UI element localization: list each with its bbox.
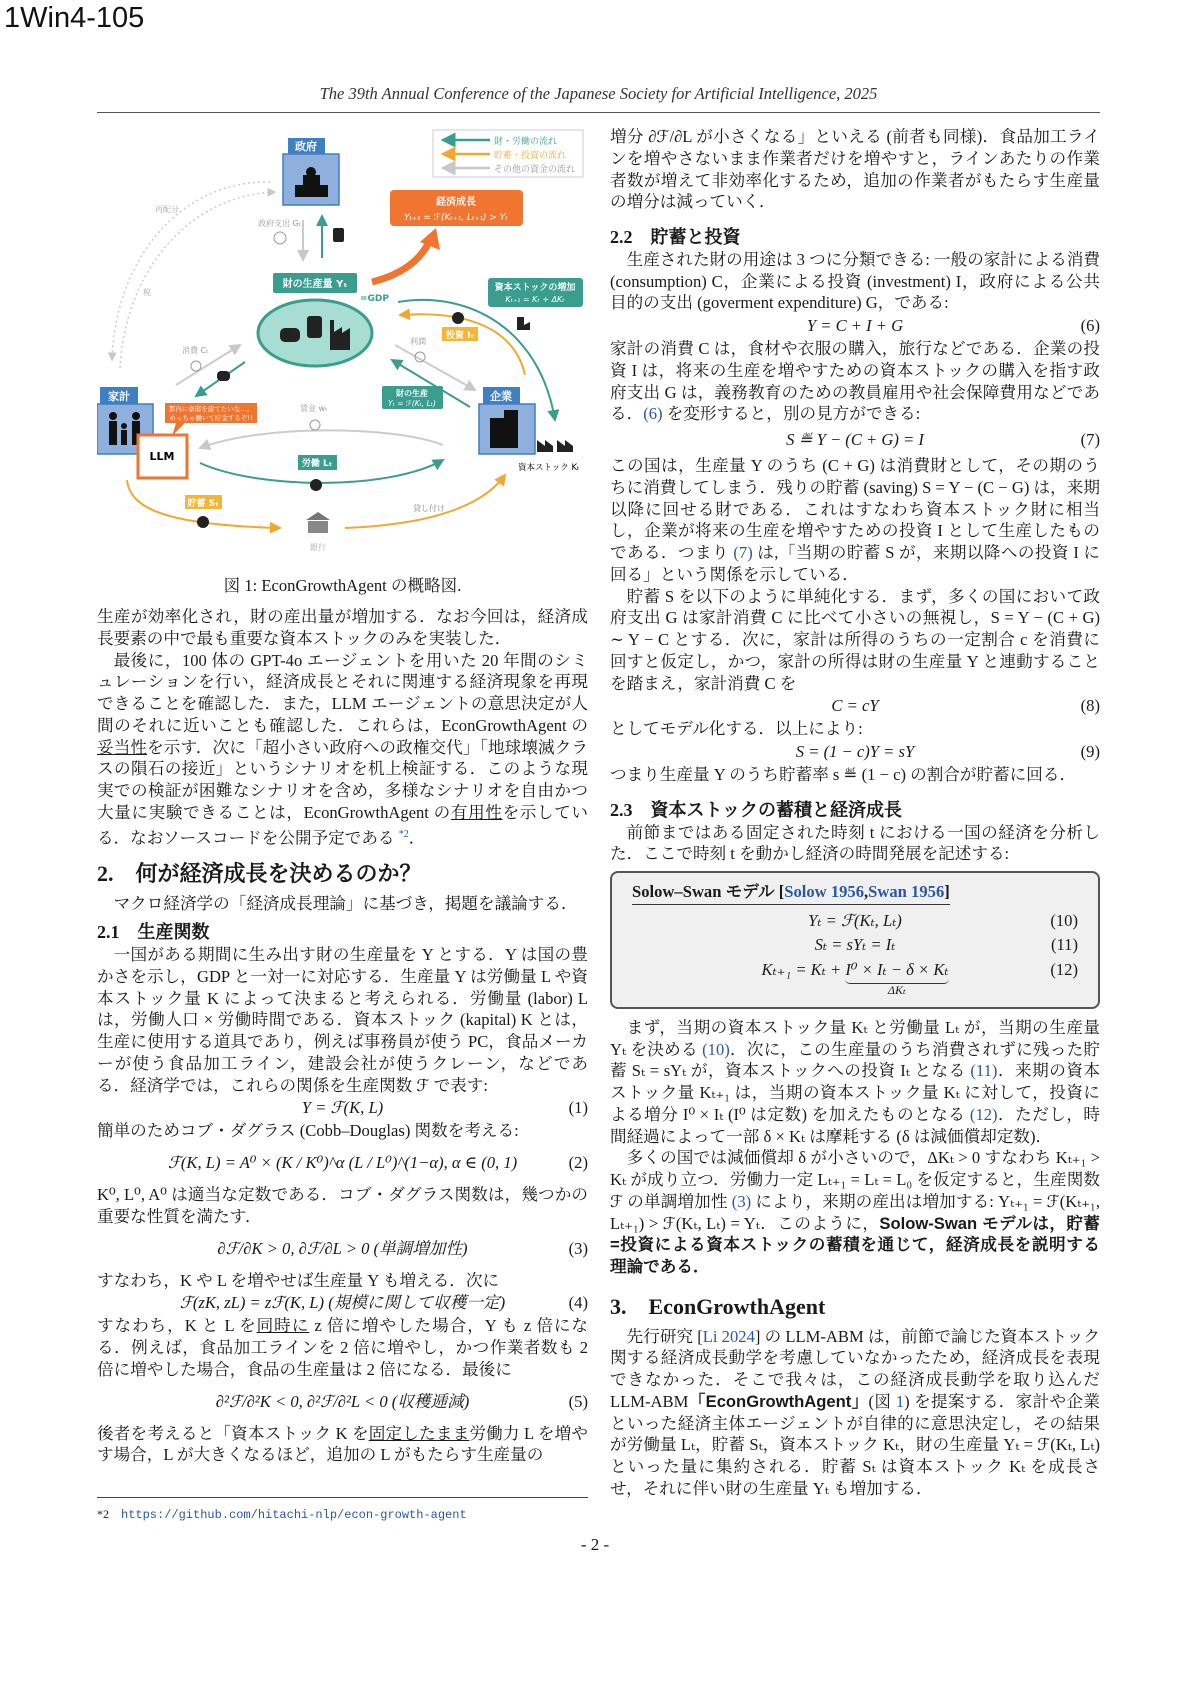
underbrace-label: ΔKₜ (887, 982, 906, 997)
labor-label: 労働 Lₜ (301, 459, 333, 469)
paragraph (610, 338, 1100, 425)
box-title: Solow–Swan モデル [Solow 1956,Swan 1956] (632, 881, 950, 905)
equation-1 (97, 1096, 588, 1120)
money-bag-icon (191, 361, 201, 371)
citation-link[interactable]: Solow 1956 (784, 882, 865, 901)
equation-6 (610, 314, 1100, 338)
text-run: 簡単のためコブ・ダグラス (Cobb–Douglas) 関数を考える: (97, 1121, 519, 1141)
production-title: 財の生産 (396, 389, 428, 398)
legend-goods-labor: 財・労働の流れ (494, 137, 558, 147)
bold-text: Solow-Swan モデルは，貯蓄=投資による資本ストックの蓄積を通じて，経済成長を説明する理論である． (610, 1213, 1100, 1276)
wage-label: 賃金 wₜ (300, 404, 328, 413)
factory-icon (537, 440, 553, 452)
section-number: 2.1 (97, 922, 120, 943)
figure-legend (433, 130, 583, 177)
equation-number: (9) (1080, 742, 1100, 762)
government-spending-label: 政府支出 Gₜ (258, 219, 302, 228)
equation-number: (2) (568, 1153, 588, 1173)
government-label: 政府 (295, 140, 317, 153)
growth-formula: Yₜ₊₁ = ℱ(Kₜ₊₁, Lₜ₊₁) > Yₜ (404, 213, 508, 223)
equation-5 (97, 1381, 588, 1423)
production-formula: Yₜ = ℱ(Kₜ, Lₜ) (388, 399, 436, 408)
reference-link[interactable]: (12) (969, 1104, 998, 1124)
redistribution-label: 再配分 (155, 205, 179, 214)
money-bag-icon (452, 312, 464, 324)
reference-link[interactable]: (6) (643, 404, 663, 424)
text-run: K⁰, L⁰, A⁰ は適当な定数である．コブ・ダグラス関数は，幾つかの重要な性質を満たす． (97, 1185, 588, 1226)
citation-link[interactable]: Swan 1956 (868, 882, 945, 901)
paragraph (610, 764, 1100, 786)
equation-expr: ℱ(zK, zL) = zℱ(K, L) (規模に関して収穫一定) (179, 1293, 506, 1313)
bold-text: 「EconGrowthAgent」 (688, 1391, 869, 1411)
equation-expr: ℱ(K, L) = A⁰ × (K / K⁰)^α (L / L⁰)^(1−α), α ∈ (0, 1) (167, 1153, 518, 1173)
text-run: としてモデル化する．以上により: (610, 719, 863, 739)
equation-4 (97, 1291, 588, 1315)
equation-number: (5) (568, 1391, 588, 1411)
text-run: は,「当期の貯蓄 S が，来期以降への投資 I に回る」という関係を示している． (610, 543, 1100, 584)
money-bag-icon (310, 420, 320, 430)
paragraph (97, 606, 588, 650)
equation-expr: Kₜ₊₁ = Kₜ + (761, 959, 846, 979)
equation-expr: C = cY (831, 696, 879, 716)
government-node (283, 138, 339, 205)
solow-swan-model-box (610, 871, 1100, 1009)
equation-7 (610, 425, 1100, 455)
speech-line: 都内に豪邸を建てたいな…。 (168, 405, 254, 413)
llm-label: LLM (149, 450, 175, 463)
text-run: 先行研究 [ (626, 1326, 703, 1346)
text-run: 多くの国では減価償却 δ が小さいので，ΔKₜ > 0 すなわち Kₜ₊₁ > Kₜ が成り立つ．労働力一定 Lₜ₊₁ = Lₜ = L₀ を仮定すると，生産関数 ℱ の単調増加性 (610, 1148, 1100, 1211)
text-run: ) を提案する．家計や企業といった経済主体エージェントが自律的に意思決定し，その結果が労働量 Lₜ，貯蓄 Sₜ，資本ストック Kₜ，財の生産量 Yₜ = ℱ(Kₜ, Lₜ) といった量に集約される．貯蓄 Sₜ は資本ストック Kₜ を成長させ，それに伴い財の生産量 Yₜ も増加する． (610, 1391, 1100, 1498)
paragraph (97, 1184, 588, 1228)
burger-icon (280, 328, 300, 342)
capital-stock-label: 資本ストック Kₜ (518, 463, 580, 473)
equation-expr: S = (1 − c)Y = sY (795, 742, 915, 762)
paragraph (97, 1270, 588, 1292)
page-number: - 2 - (580, 1535, 610, 1554)
paragraph (610, 126, 1100, 213)
equation-2 (97, 1142, 588, 1184)
section-2-heading (97, 860, 588, 886)
reference-link[interactable]: (7) (733, 543, 753, 562)
legend-other-money: その他の資金の流れ (494, 165, 576, 175)
underlined-text: 妥当性 (97, 737, 148, 757)
underlined-text: 有用性 (450, 802, 503, 822)
factory-icon (517, 317, 530, 330)
underlined-text: 同時に (256, 1316, 310, 1336)
firm-node (479, 387, 535, 454)
saving-label: 貯蓄 Sₜ (187, 499, 219, 509)
lending-label: 貸し付け (413, 504, 445, 513)
text-run: マクロ経済学の「経済成長理論」に基づき，掲題を議論する． (113, 893, 578, 913)
bank-label: 銀行 (310, 543, 326, 552)
section-number: 2.3 (610, 799, 633, 820)
growth-title: 経済成長 (436, 197, 476, 208)
tax-label: 税 (143, 288, 151, 297)
equation-number: (10) (1050, 910, 1078, 930)
legend-saving-investment: 貯蓄・投資の流れ (494, 151, 567, 161)
section-title: 生産関数 (137, 922, 210, 943)
footnote-ref[interactable]: *2 (398, 828, 409, 840)
capital-increase-formula: Kₜ₊₁ = Kₜ + ΔKₜ (505, 295, 565, 304)
underlined-text: 固定したまま (368, 1423, 470, 1443)
running-header: The 39th Annual Conference of the Japanese Society for Artificial Intelligence, 2025 (319, 84, 878, 103)
reference-link[interactable]: Li 2024 (702, 1326, 755, 1346)
section-title: 何が経済成長を決めるのか？ (135, 860, 422, 886)
text-run: まず，当期の資本ストック量 Kₜ と労働量 Lₜ が，当期の生産量 Yₜ を決める (610, 1017, 1100, 1059)
figure-caption: 図 1: EconGrowthAgent の概略図. (223, 576, 462, 595)
train-icon (307, 316, 322, 338)
section-2-1-heading (97, 922, 588, 944)
factory-icon (557, 440, 573, 452)
section-number: 3. (610, 1293, 627, 1319)
underbrace (845, 959, 948, 997)
money-bag-icon (197, 516, 209, 528)
section-number: 2.2 (610, 227, 633, 247)
text-run: 生産された財の用途は 3 つに分類できる: 一般の家計による消費 (consumption) C，企業による投資 (investment) I，政府による公共目的の支出 (goverment expenditure) G，である: (610, 249, 1100, 313)
left-column (97, 606, 588, 1466)
text-run: つまり生産量 Y のうち貯蓄率 s ≝ (1 − c) の割合が貯蓄に回る． (610, 765, 1077, 784)
equation-8 (610, 694, 1100, 718)
equation-number: (8) (1080, 696, 1100, 716)
reference-link[interactable]: (3) (731, 1191, 752, 1211)
header-rule (97, 112, 1100, 113)
text-run: を変形すると，別の見方ができる: (662, 404, 921, 424)
equation-expr: Sₜ = sYₜ = Iₜ (814, 934, 896, 954)
section-2-2-heading (610, 227, 1100, 249)
equation-expr: ∂²ℱ/∂²K < 0, ∂²ℱ/∂²L < 0 (収穫逓減) (215, 1391, 470, 1411)
text-run: 前節まではある固定された時刻 t における一国の経済を分析した．ここで時刻 t を動かし経済の時間発展を記述する: (610, 822, 1100, 864)
capital-increase-title: 資本ストックの増加 (494, 283, 576, 293)
household-label: 家計 (108, 390, 130, 403)
paragraph (97, 1315, 588, 1380)
paragraph (610, 1147, 1100, 1278)
section-3-heading (610, 1293, 1100, 1319)
investment-label: 投資 Iₜ (446, 331, 474, 341)
train-icon (333, 228, 344, 242)
text-run: 生産が効率化され，財の産出量が増加する．なお今回は，経済成長要素の中で最も重要な資本ストックのみを実装した． (97, 607, 588, 648)
equation-number: (4) (568, 1293, 588, 1313)
flexed-arm-icon (310, 479, 322, 491)
underbrace-expr: I⁰ × Iₜ − δ × Kₜ (845, 959, 949, 979)
paragraph (97, 944, 588, 1096)
reference-link[interactable]: 1 (895, 1391, 905, 1411)
section-title: EconGrowthAgent (648, 1293, 826, 1319)
section-title: 貯蓄と投資 (650, 227, 741, 247)
text-run: により，来期の産出は増加する: Yₜ₊₁ = ℱ(Kₜ₊₁, Lₜ₊₁) > ℱ(Kₜ, Lₜ) = Yₜ．このように， (610, 1191, 1100, 1233)
equation-expr: ∂ℱ/∂K > 0, ∂ℱ/∂L > 0 (単調増加性) (217, 1238, 468, 1258)
paragraph (610, 1017, 1100, 1148)
paragraph (610, 586, 1100, 695)
reference-link[interactable]: (11) (970, 1061, 998, 1081)
paragraph (610, 249, 1100, 314)
reference-link[interactable]: (10) (702, 1039, 730, 1059)
text-run: 最後に，100 体の GPT-4o エージェントを用いた 20 年間のシミュレーションを行い，経済成長とそれに関連する経済現象を再現できることを確認した．また，LLM エージェントの意思決定が人間のそれに近いことも確認した．これらは，EconGrowthAgent の (97, 650, 588, 735)
equation-3 (97, 1228, 588, 1270)
output-label: 財の生産量 Yₜ (282, 279, 348, 290)
right-column (610, 126, 1100, 1500)
paragraph (610, 1326, 1100, 1500)
text-run: ．ただし，時間経過によって一部 δ × Kₜ は摩耗する (δ は減価償却定数)． (610, 1104, 1101, 1146)
equation-number: (1) (568, 1098, 588, 1118)
text-run: ．来期の資本ストック量 Kₜ₊₁ は，当期の資本ストック量 Kₜ に対して，投資による増分 I⁰ × Iₜ (I⁰ は定数) を加えたものとなる (610, 1061, 1101, 1124)
firm-label: 企業 (490, 390, 512, 403)
text-run: 貯蓄 S を以下のように単純化する．まず，多くの国において政府支出 G は家計消費 C に比べて小さいの無視し，S = Y − (C + G) ∼ Y − C とする．次に，家計は所得のうちの一定割合 c を消費に回すと仮定し，かつ，家計の所得は財の生産量 Y と連動することを踏まえ，家計消費 C を (610, 586, 1100, 693)
text-run: ． (408, 828, 426, 848)
text-run: すなわち，K や L を増やせば生産量 Y も増える．次に (97, 1270, 500, 1290)
equation-10 (632, 909, 1078, 933)
text-run: 増分 ∂ℱ/∂L が小さくなる」といえる (前者も同様)．食品加工ラインを増やさないまま作業者だけを増やすと，ラインあたりの作業者数が増えて非効率化するため，追加の作業者がもたらす生産量の増分は減っていく． (610, 127, 1100, 212)
text-run: 家計の消費 C は，食材や衣服の購入，旅行などである．企業の投資 I は，将来の生産を増やすための資本ストックの購入を指す政府支出 G は，義務教育のための教員雇用や社会保障費用などである． (610, 339, 1100, 424)
burger-icon (217, 371, 230, 381)
equation-expr: Y = ℱ(K, L) (301, 1098, 384, 1118)
section-2-3-heading (610, 800, 1100, 822)
growth-arrow-icon (372, 240, 430, 282)
text-run: ．次に，この生産量のうち消費されずに残った貯蓄 Sₜ = sYₜ が，資本ストックへの投資 Iₜ となる (610, 1039, 1101, 1081)
document-id: 1Win4-105 (4, 2, 145, 34)
footnote-link[interactable]: https://github.com/hitachi-nlp/econ-growth-agent (121, 1508, 467, 1522)
paragraph (97, 1120, 588, 1142)
footnote-mark: *2 (97, 1507, 109, 1521)
paragraph (610, 455, 1100, 586)
text-run: すなわち，K と L を (97, 1316, 257, 1336)
figure-econgrowthagent-diagram (97, 122, 588, 562)
paragraph (610, 822, 1100, 866)
equation-number: (7) (1080, 430, 1100, 450)
equation-expr: Yₜ = ℱ(Kₜ, Lₜ) (808, 910, 902, 930)
economic-growth-box (390, 190, 523, 226)
gdp-label: =GDP (360, 294, 389, 304)
section-title: 資本ストックの蓄積と経済成長 (650, 799, 902, 820)
speech-line: めっちゃ働いて貯金するぞ!! (169, 414, 253, 422)
paragraph (610, 718, 1100, 740)
section-number: 2. (97, 860, 114, 886)
equation-number: (12) (1050, 959, 1078, 979)
equation-expr: S ≝ Y − (C + G) = I (786, 430, 924, 450)
text-run: を示す．次に「超小さい政府への政権交代」「地球壊滅クラスの隕石の接近」というシナリオを机上検証する．このような現実での検証が困難なシナリオを含め，多様なシナリオを自由かつ大量に実験できることは，EconGrowthAgent の (97, 737, 589, 822)
office-building-icon (490, 418, 504, 448)
equation-12 (632, 957, 1078, 997)
text-run: (図 (868, 1391, 896, 1411)
money-bag-icon (274, 232, 286, 244)
box-title-text: Solow–Swan モデル (632, 882, 775, 901)
paragraph (97, 650, 588, 849)
equation-number: (11) (1050, 934, 1078, 954)
equation-11 (632, 933, 1078, 957)
text-run: この国は，生産量 Y のうち (C + G) は消費財として，その期のうちに消費してしまう．残りの貯蓄 (saving) S = Y − (C − G) は，来期以降に回せる財である．これはすなわち資本ストック財に相当し，企業が将来の生産を増やすための投資 I として生産したものである．つまり (610, 456, 1100, 562)
equation-number: (6) (1080, 316, 1100, 336)
footnote (97, 1507, 467, 1522)
equation-9 (610, 740, 1100, 764)
text-run: ] の LLM-ABM は，前節で論じた資本ストック関する経済成長動学を考慮していなかったため，経済成長を表現できなかった．そこで我々は，この経済成長動学を取り込んだ LLM-ABM (610, 1326, 1100, 1411)
text-run: 労働力 L を増やす場合，L が大きくなるほど，追加の L がもたらす生産量の (97, 1423, 588, 1465)
bank-icon (306, 512, 330, 533)
paragraph (97, 1423, 588, 1467)
paragraph (97, 893, 588, 915)
equation-number: (3) (568, 1238, 588, 1258)
text-run: 一国がある期間に生み出す財の生産量を Y とする．Y は国の豊かさを示し，GDP と一対一に対応する．生産量 Y は労働量 L や資本ストック量 K によって決まると考えられる．労働量 (labor) L は，労働人口 × 労働時間である．資本ストック (kapital) K とは，生産に使用する道具であり，例えば事務員が使う PC，食品メーカーが使う食品加工ライン，建設会社が使うクレーン，などである．経済学では，これらの関係を生産関数 ℱ で表す: (97, 945, 588, 1095)
equation-expr: Y = C + I + G (806, 316, 904, 336)
consumption-label: 消費 Cₜ (182, 346, 209, 355)
text-run: を示している．なおソースコードを公開予定である (97, 802, 589, 848)
footnote-rule (97, 1497, 588, 1498)
text-run: 後者を考えると「資本ストック K を (97, 1423, 369, 1443)
profit-label: 利潤 (410, 337, 426, 346)
text-run: z 倍に増やした場合，Y も z 倍になる．例えば，食品加工ラインを 2 倍に増やし，かつ作業者数も 2 倍に増やした場合，食品の生産量は 2 倍になる．最後に (97, 1316, 589, 1379)
